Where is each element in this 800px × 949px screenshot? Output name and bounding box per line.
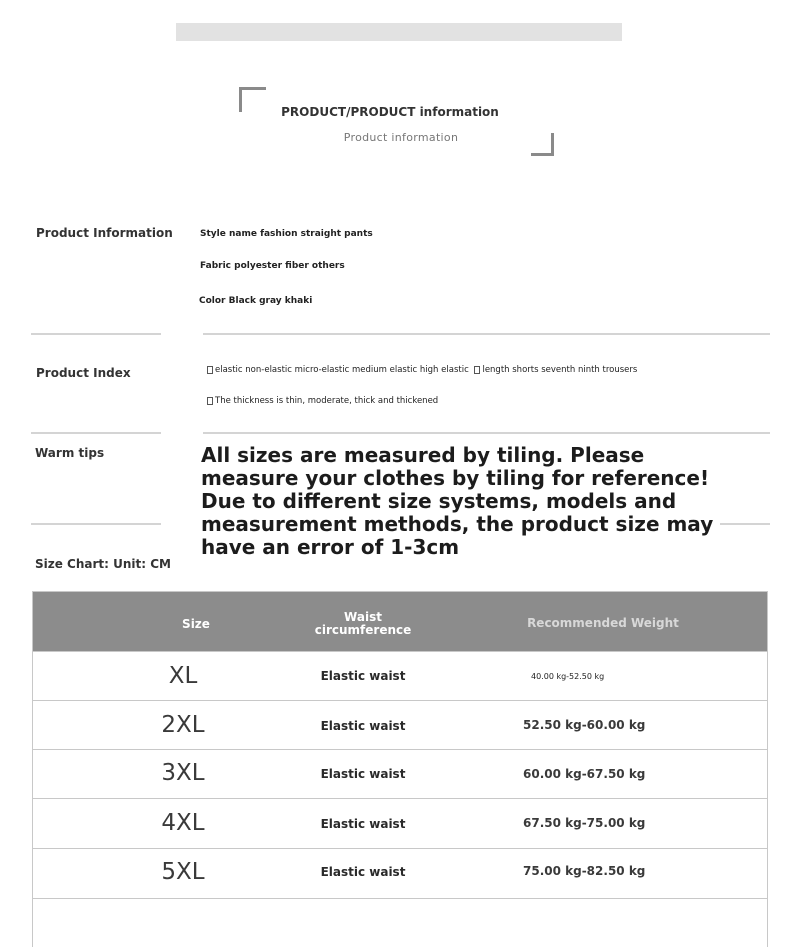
page-title: PRODUCT/PRODUCT information (281, 105, 499, 119)
size-cell: 3XL (161, 760, 205, 786)
elastic-length-line (207, 365, 637, 375)
waist-cell: Elastic waist (320, 669, 406, 683)
length-options-text: length shorts seventh ninth trousers (482, 365, 638, 375)
style-name-text: Style name fashion straight pants (200, 229, 373, 239)
divider (720, 523, 770, 525)
size-cell: 4XL (161, 810, 205, 836)
thickness-options-text: The thickness is thin, moderate, thick and thickened (215, 396, 439, 406)
checkbox-icon (207, 397, 213, 405)
waist-cell: Elastic waist (320, 719, 406, 733)
waist-cell: Elastic waist (320, 817, 406, 831)
header-weight: Recommended Weight (527, 616, 679, 630)
product-index-label: Product Index (36, 366, 131, 380)
warm-tips-text: All sizes are measured by tiling. Please measure your clothes by tiling for reference! Due to different size systems, models and measurement methods, the product size may have an error of 1-3cm (201, 443, 714, 559)
weight-cell: 75.00 kg-82.50 kg (523, 864, 646, 878)
elastic-options-text: elastic non-elastic micro-elastic medium elastic high elastic (215, 365, 469, 375)
waist-cell: Elastic waist (320, 767, 406, 781)
size-cell: 5XL (161, 859, 205, 885)
table-row (33, 749, 767, 799)
weight-cell: 40.00 kg-52.50 kg (531, 672, 605, 681)
warm-tips-label: Warm tips (35, 446, 105, 460)
table-row-empty (33, 898, 767, 949)
waist-cell: Elastic waist (320, 865, 406, 879)
thickness-line (207, 396, 438, 406)
fabric-text: Fabric polyester fiber others (200, 261, 345, 271)
table-header (33, 592, 767, 651)
page-subtitle: Product information (343, 131, 459, 144)
checkbox-icon (474, 366, 480, 374)
checkbox-icon (207, 366, 213, 374)
header-waist: Waist circumference (314, 610, 412, 637)
table-row (33, 848, 767, 899)
table-row (33, 700, 767, 750)
top-banner-bar (176, 23, 622, 41)
weight-cell: 60.00 kg-67.50 kg (523, 767, 646, 781)
divider (31, 432, 161, 434)
header-size: Size (182, 617, 210, 631)
color-text: Color Black gray khaki (199, 296, 313, 306)
size-cell: XL (168, 663, 198, 689)
weight-cell: 52.50 kg-60.00 kg (523, 718, 646, 732)
divider (31, 333, 161, 335)
divider (31, 523, 161, 525)
weight-cell: 67.50 kg-75.00 kg (523, 816, 646, 830)
divider (203, 432, 770, 434)
size-chart-label: Size Chart: Unit: CM (35, 557, 171, 571)
table-row (33, 651, 767, 701)
divider (203, 333, 770, 335)
table-row (33, 798, 767, 849)
size-table (32, 591, 768, 947)
size-cell: 2XL (161, 712, 205, 738)
product-information-label: Product Information (36, 226, 173, 240)
